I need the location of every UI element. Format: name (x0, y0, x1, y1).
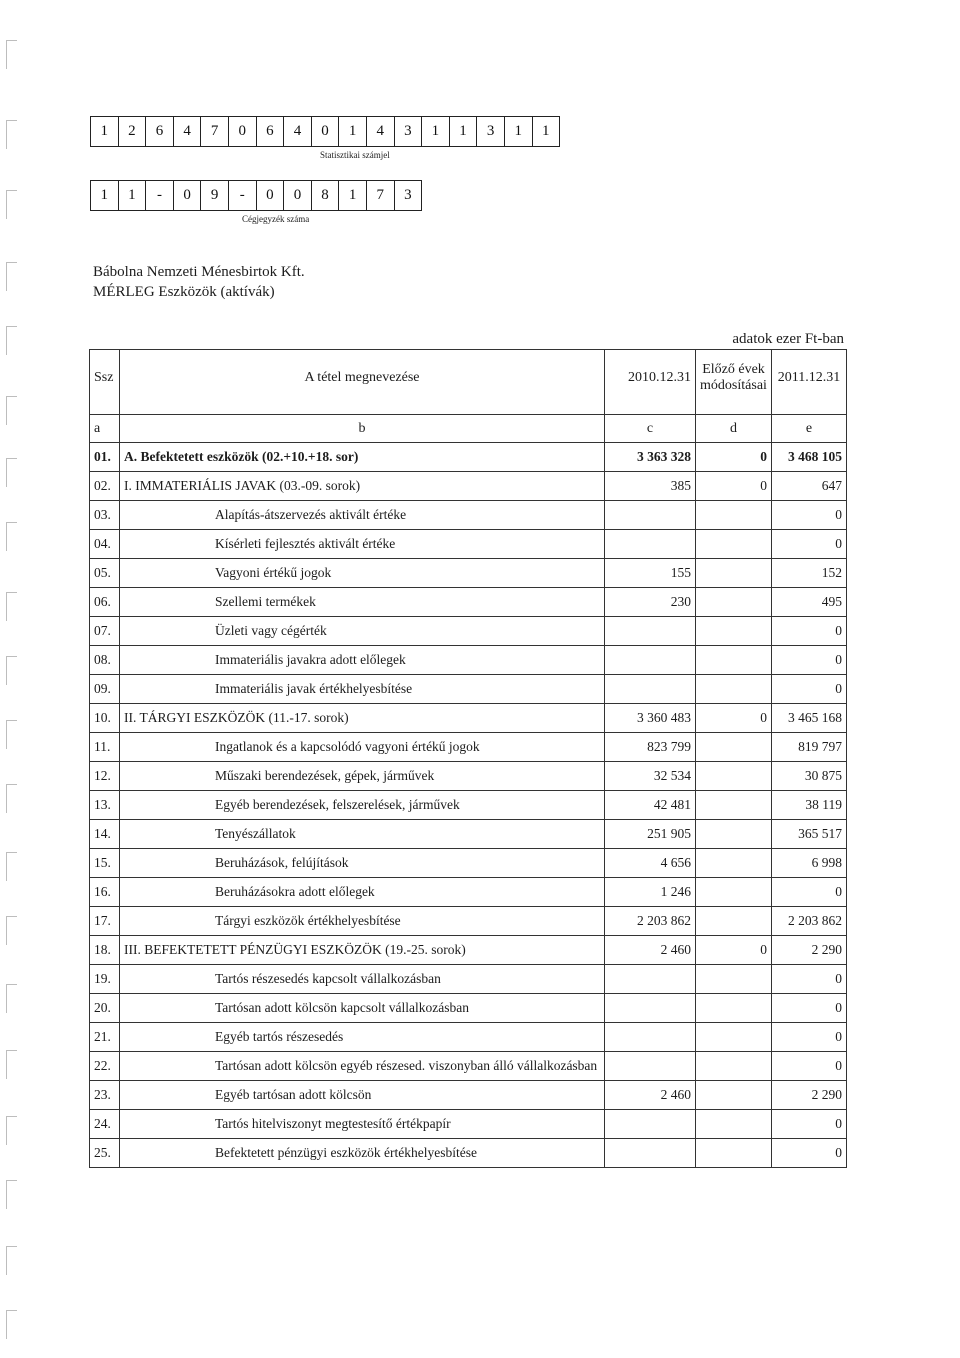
digit-box: 4 (174, 117, 202, 146)
digit-box: 3 (395, 117, 423, 146)
row-value-2011: 152 (772, 559, 847, 588)
row-number: 01. (90, 443, 120, 472)
digit-box: 1 (542, 123, 550, 139)
row-value-2011: 0 (772, 878, 847, 907)
row-item-name: Befektetett pénzügyi eszközök értékhelyesbítése (120, 1139, 605, 1168)
row-number: 19. (90, 965, 120, 994)
header-2010: 2010.12.31 (605, 350, 696, 415)
company-name: Bábolna Nemzeti Ménesbirtok Kft. (93, 264, 305, 280)
table-row (90, 849, 847, 878)
row-value-changes (696, 762, 772, 791)
row-number: 24. (90, 1110, 120, 1139)
table-row (90, 1052, 847, 1081)
row-value-2010: 2 460 (605, 936, 696, 965)
row-item-name: A. Befektetett eszközök (02.+10.+18. sor) (120, 443, 605, 472)
table-header-row (90, 350, 847, 415)
row-value-2011: 3 468 105 (772, 443, 847, 472)
row-value-2011: 0 (772, 617, 847, 646)
row-value-changes (696, 907, 772, 936)
row-value-changes (696, 791, 772, 820)
digit-box: 4 (367, 117, 395, 146)
row-value-2010 (605, 994, 696, 1023)
row-value-changes (696, 646, 772, 675)
row-number: 08. (90, 646, 120, 675)
registry-number-caption: Cégjegyzék száma (242, 214, 310, 224)
table-row (90, 588, 847, 617)
page-binding-edge (0, 0, 26, 1358)
row-value-changes (696, 1081, 772, 1110)
row-number: 04. (90, 530, 120, 559)
row-value-2010: 385 (605, 472, 696, 501)
row-value-2010: 251 905 (605, 820, 696, 849)
row-value-2010 (605, 617, 696, 646)
row-item-name: Tenyészállatok (120, 820, 605, 849)
header-item-name: A tétel megnevezése (120, 350, 605, 415)
row-value-changes: 0 (696, 936, 772, 965)
digit-box: 2 (119, 117, 147, 146)
row-item-name: I. IMMATERIÁLIS JAVAK (03.-09. sorok) (120, 472, 605, 501)
row-value-2010: 2 460 (605, 1081, 696, 1110)
column-letter: c (605, 415, 696, 443)
table-row (90, 1081, 847, 1110)
document-title: MÉRLEG Eszközök (aktívák) (93, 284, 275, 300)
digit-box: 7 (201, 117, 229, 146)
binding-mark (6, 522, 17, 551)
row-value-2010: 3 360 483 (605, 704, 696, 733)
row-value-changes (696, 1052, 772, 1081)
row-value-2010 (605, 1052, 696, 1081)
row-number: 07. (90, 617, 120, 646)
row-item-name: Tárgyi eszközök értékhelyesbítése (120, 907, 605, 936)
digit-box: 0 (174, 181, 202, 210)
row-item-name: Immateriális javakra adott előlegek (120, 646, 605, 675)
row-value-2011: 0 (772, 675, 847, 704)
digit-box: 0 (312, 117, 340, 146)
table-row (90, 965, 847, 994)
table-row (90, 646, 847, 675)
column-letter: d (696, 415, 772, 443)
binding-mark (6, 720, 17, 749)
row-number: 03. (90, 501, 120, 530)
row-number: 02. (90, 472, 120, 501)
row-item-name: Tartósan adott kölcsön egyéb részesed. viszonyban álló vállalkozásban (120, 1052, 605, 1081)
row-number: 18. (90, 936, 120, 965)
row-value-2010: 2 203 862 (605, 907, 696, 936)
binding-mark (6, 190, 17, 219)
row-value-changes (696, 733, 772, 762)
digit-box: 1 (505, 117, 533, 146)
table-row (90, 936, 847, 965)
table-row (90, 559, 847, 588)
balance-sheet-table (89, 349, 847, 1168)
row-item-name: Műszaki berendezések, gépek, járművek (120, 762, 605, 791)
digit-box: 6 (257, 117, 285, 146)
row-value-changes (696, 1139, 772, 1168)
binding-mark (6, 916, 17, 945)
table-row (90, 617, 847, 646)
table-row (90, 878, 847, 907)
header-ssz: Ssz (90, 350, 120, 415)
row-value-changes: 0 (696, 443, 772, 472)
row-value-changes (696, 994, 772, 1023)
row-value-2010: 3 363 328 (605, 443, 696, 472)
table-row (90, 530, 847, 559)
row-item-name: III. BEFEKTETETT PÉNZÜGYI ESZKÖZÖK (19.-25. sorok) (120, 936, 605, 965)
row-value-2011: 647 (772, 472, 847, 501)
row-number: 12. (90, 762, 120, 791)
statistical-number-caption: Statisztikai számjel (320, 150, 390, 160)
row-value-2010: 4 656 (605, 849, 696, 878)
row-number: 06. (90, 588, 120, 617)
table-row (90, 791, 847, 820)
row-value-changes: 0 (696, 472, 772, 501)
table-row (90, 472, 847, 501)
row-value-2010 (605, 1139, 696, 1168)
binding-mark (6, 1310, 17, 1339)
row-value-2011: 0 (772, 530, 847, 559)
binding-mark (6, 852, 17, 881)
digit-box: 3 (477, 117, 505, 146)
table-row (90, 1139, 847, 1168)
row-value-2011: 0 (772, 646, 847, 675)
digit-box: - (229, 181, 257, 210)
binding-mark (6, 984, 17, 1013)
binding-mark (6, 326, 17, 355)
row-value-2011: 0 (772, 1139, 847, 1168)
row-value-2010 (605, 675, 696, 704)
row-item-name: Szellemi termékek (120, 588, 605, 617)
row-value-changes (696, 820, 772, 849)
row-number: 09. (90, 675, 120, 704)
row-item-name: Egyéb berendezések, felszerelések, járművek (120, 791, 605, 820)
row-item-name: Tartós hitelviszonyt megtestesítő értékpapír (120, 1110, 605, 1139)
row-value-2011: 2 203 862 (772, 907, 847, 936)
row-value-2010 (605, 501, 696, 530)
row-value-2010 (605, 646, 696, 675)
row-value-changes (696, 617, 772, 646)
binding-mark (6, 784, 17, 813)
row-value-2011: 819 797 (772, 733, 847, 762)
row-number: 10. (90, 704, 120, 733)
row-value-2011: 0 (772, 1023, 847, 1052)
table-row (90, 704, 847, 733)
digit-box: 1 (91, 181, 119, 210)
row-value-changes (696, 878, 772, 907)
digit-box: 0 (257, 181, 285, 210)
row-item-name: Immateriális javak értékhelyesbítése (120, 675, 605, 704)
digit-box: 1 (91, 117, 119, 146)
row-value-changes: 0 (696, 704, 772, 733)
row-item-name: Kísérleti fejlesztés aktivált értéke (120, 530, 605, 559)
row-value-2011: 0 (772, 1052, 847, 1081)
row-number: 22. (90, 1052, 120, 1081)
row-value-2011: 3 465 168 (772, 704, 847, 733)
row-value-2011: 2 290 (772, 1081, 847, 1110)
row-item-name: Beruházásokra adott előlegek (120, 878, 605, 907)
row-value-changes (696, 1023, 772, 1052)
row-number: 17. (90, 907, 120, 936)
row-value-changes (696, 1110, 772, 1139)
row-number: 25. (90, 1139, 120, 1168)
header-2011: 2011.12.31 (772, 350, 847, 415)
row-value-changes (696, 501, 772, 530)
digit-box: 4 (284, 117, 312, 146)
statistical-number-boxes (90, 116, 560, 147)
row-number: 16. (90, 878, 120, 907)
digit-box: 1 (339, 181, 367, 210)
binding-mark (6, 396, 17, 425)
table-row (90, 733, 847, 762)
row-value-2010: 1 246 (605, 878, 696, 907)
row-value-changes (696, 849, 772, 878)
digit-box: 0 (229, 117, 257, 146)
table-row (90, 820, 847, 849)
binding-mark (6, 40, 17, 69)
digit-box: 8 (312, 181, 340, 210)
row-number: 13. (90, 791, 120, 820)
table-row (90, 675, 847, 704)
digit-box: 1 (450, 117, 478, 146)
digit-box: 1 (119, 181, 147, 210)
digit-box: - (146, 181, 174, 210)
binding-mark (6, 656, 17, 685)
binding-mark (6, 1180, 17, 1209)
row-value-2010 (605, 530, 696, 559)
row-value-2010: 32 534 (605, 762, 696, 791)
binding-mark (6, 458, 17, 487)
table-row (90, 907, 847, 936)
row-item-name: Egyéb tartós részesedés (120, 1023, 605, 1052)
row-value-changes (696, 530, 772, 559)
row-item-name: Vagyoni értékű jogok (120, 559, 605, 588)
binding-mark (6, 262, 17, 291)
row-value-2011: 2 290 (772, 936, 847, 965)
row-value-2011: 0 (772, 1110, 847, 1139)
column-letter: b (120, 415, 605, 443)
header-d-line2: módosításai (700, 378, 767, 393)
row-value-2011: 495 (772, 588, 847, 617)
table-row (90, 1110, 847, 1139)
row-item-name: Egyéb tartósan adott kölcsön (120, 1081, 605, 1110)
header-d-line1: Előző évek (702, 362, 765, 377)
header-previous-years-changes (696, 350, 772, 415)
row-item-name: Alapítás-átszervezés aktivált értéke (120, 501, 605, 530)
row-number: 11. (90, 733, 120, 762)
binding-mark (6, 120, 17, 149)
row-value-changes (696, 559, 772, 588)
table-row (90, 1023, 847, 1052)
row-value-2011: 6 998 (772, 849, 847, 878)
row-value-changes (696, 588, 772, 617)
table-row (90, 443, 847, 472)
row-value-2011: 0 (772, 501, 847, 530)
row-number: 14. (90, 820, 120, 849)
binding-mark (6, 1050, 17, 1079)
row-value-2010: 230 (605, 588, 696, 617)
digit-box: 7 (367, 181, 395, 210)
row-value-2010: 155 (605, 559, 696, 588)
row-item-name: Ingatlanok és a kapcsolódó vagyoni értékű jogok (120, 733, 605, 762)
digit-box: 6 (146, 117, 174, 146)
row-number: 23. (90, 1081, 120, 1110)
row-value-2011: 365 517 (772, 820, 847, 849)
column-letter-row (90, 415, 847, 443)
row-value-2010: 42 481 (605, 791, 696, 820)
table-row (90, 501, 847, 530)
row-value-2010 (605, 965, 696, 994)
digit-box: 9 (201, 181, 229, 210)
row-item-name: Üzleti vagy cégérték (120, 617, 605, 646)
digit-box: 0 (284, 181, 312, 210)
row-value-2010 (605, 1023, 696, 1052)
digit-box: 3 (404, 187, 412, 203)
row-value-2010: 823 799 (605, 733, 696, 762)
row-number: 20. (90, 994, 120, 1023)
digit-box: 1 (422, 117, 450, 146)
row-number: 05. (90, 559, 120, 588)
unit-note: adatok ezer Ft-ban (732, 331, 844, 347)
table-row (90, 994, 847, 1023)
binding-mark (6, 592, 17, 621)
row-value-2011: 0 (772, 965, 847, 994)
row-value-changes (696, 965, 772, 994)
binding-mark (6, 1116, 17, 1145)
digit-box: 1 (339, 117, 367, 146)
row-number: 21. (90, 1023, 120, 1052)
column-letter: a (90, 415, 120, 443)
row-item-name: Beruházások, felújítások (120, 849, 605, 878)
row-value-2011: 38 119 (772, 791, 847, 820)
row-value-changes (696, 675, 772, 704)
row-value-2010 (605, 1110, 696, 1139)
row-value-2011: 30 875 (772, 762, 847, 791)
row-number: 15. (90, 849, 120, 878)
row-item-name: II. TÁRGYI ESZKÖZÖK (11.-17. sorok) (120, 704, 605, 733)
column-letter: e (772, 415, 847, 443)
row-item-name: Tartós részesedés kapcsolt vállalkozásban (120, 965, 605, 994)
binding-mark (6, 1246, 17, 1275)
row-item-name: Tartósan adott kölcsön kapcsolt vállalkozásban (120, 994, 605, 1023)
registry-number-boxes (90, 180, 422, 211)
row-value-2011: 0 (772, 994, 847, 1023)
table-row (90, 762, 847, 791)
